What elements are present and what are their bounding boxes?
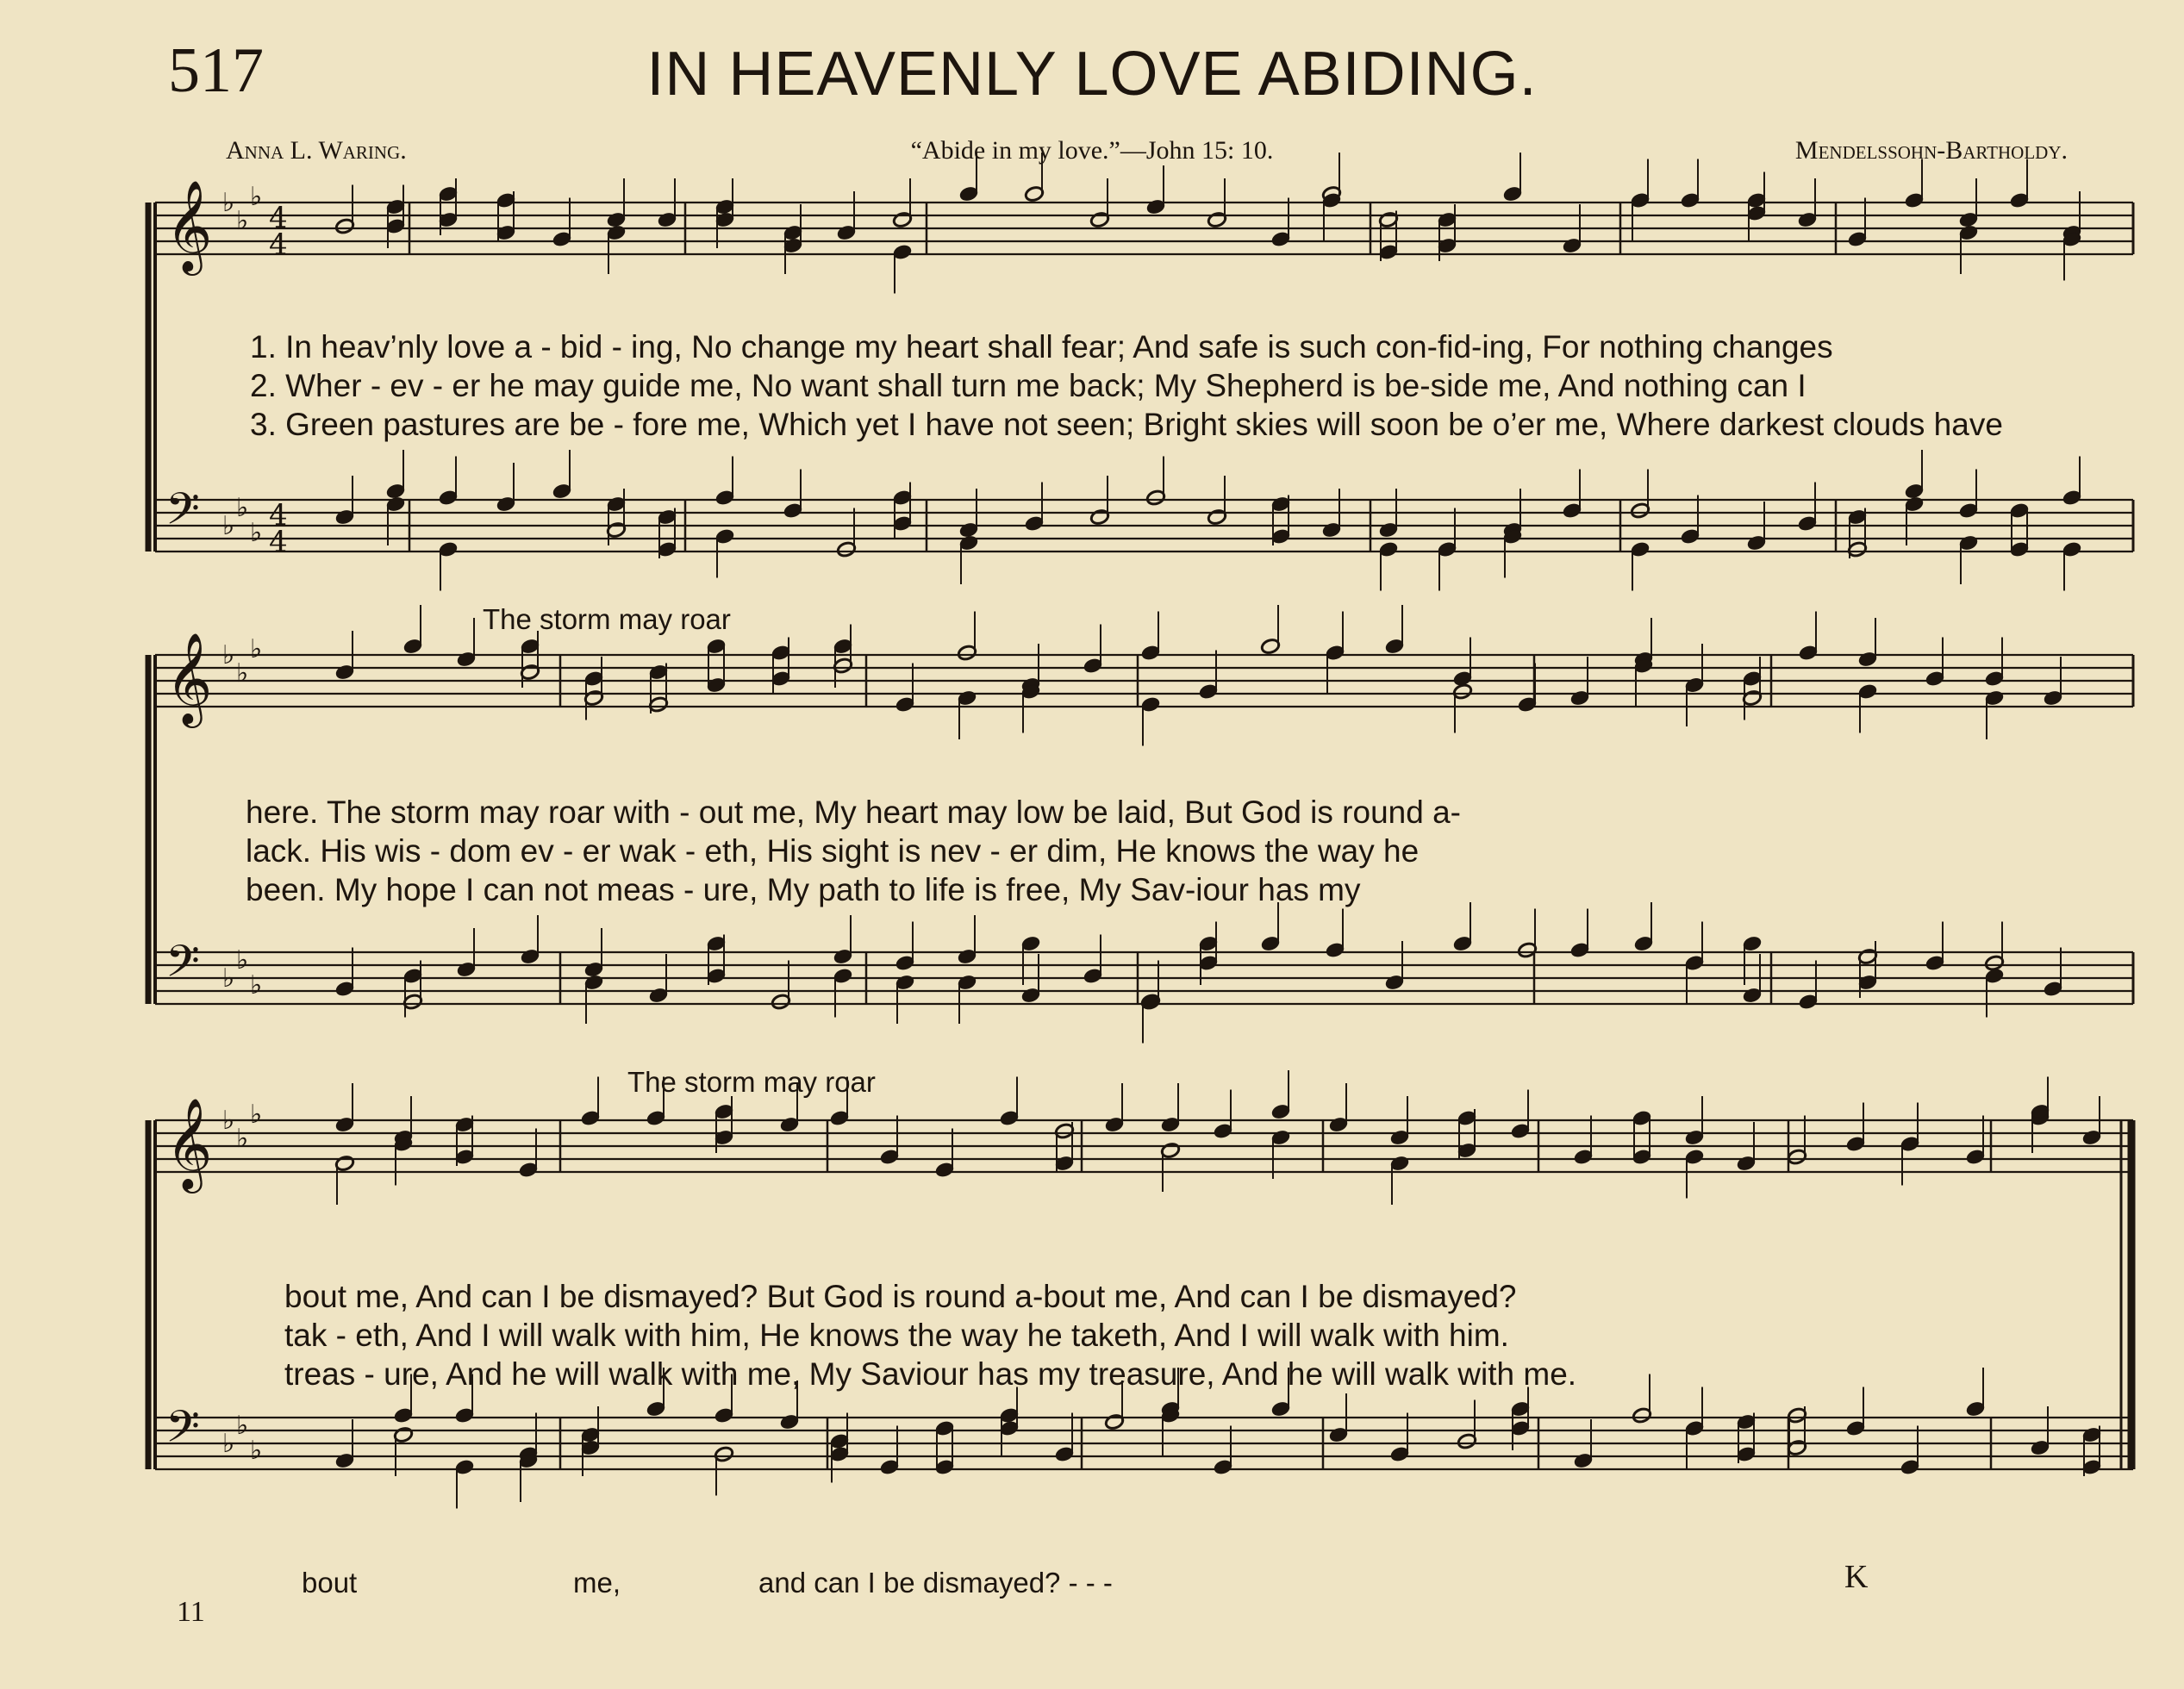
flat-sign: ♭ — [250, 634, 263, 664]
flat-sign: ♭ — [250, 182, 263, 212]
treble-clef: 𝄞 — [165, 632, 213, 724]
time-signature: 4 — [269, 525, 288, 559]
flat-sign: ♭ — [222, 1429, 235, 1459]
time-signature: 4 — [269, 201, 288, 235]
bass-cue-2: The storm may roar — [627, 1066, 876, 1098]
flat-sign: ♭ — [250, 1436, 263, 1466]
verse-2-line-2: lack. His wis - dom ev - er wak - eth, His sight is nev - er dim, He knows the way he — [246, 833, 1420, 869]
flat-sign: ♭ — [222, 963, 235, 994]
author-credit: Anna L. Waring. — [226, 136, 407, 165]
verse-3-line-1: 3. Green pastures are be - fore me, Which yet I have not seen; Bright skies will soon be o’er me, Where darkest clouds have — [250, 407, 2003, 442]
hymn-title: IN HEAVENLY LOVE ABIDING. — [646, 40, 1538, 109]
time-signature: 4 — [269, 227, 288, 262]
flat-sign: ♭ — [236, 1411, 249, 1441]
verse-3-line-2: been. My hope I can not meas - ure, My path to life is free, My Sav-iour has my — [246, 872, 1361, 907]
verse-1-line-3: bout me, And can I be dismayed? But God is round a-bout me, And can I be dismayed? — [284, 1279, 1517, 1314]
bass-clef: 𝄢 — [165, 483, 200, 545]
flat-sign: ♭ — [236, 206, 249, 236]
flat-sign: ♭ — [222, 511, 235, 541]
bass-clef: 𝄢 — [165, 1400, 200, 1463]
flat-sign: ♭ — [236, 945, 249, 975]
scripture-epigraph: “Abide in my love.”—John 15: 10. — [910, 136, 1274, 165]
verse-3-line-3: treas - ure, And he will walk with me, My Saviour has my treasure, And he will walk with me. — [284, 1356, 1577, 1392]
bass-word-1: bout — [302, 1567, 358, 1599]
flat-sign: ♭ — [222, 1106, 235, 1136]
flat-sign: ♭ — [236, 493, 249, 523]
page-number: 11 — [177, 1596, 205, 1628]
bass-word-3: and can I be dismayed? - - - — [758, 1567, 1113, 1599]
flat-sign: ♭ — [222, 640, 235, 670]
treble-clef: 𝄞 — [165, 1097, 213, 1189]
verse-2-line-3: tak - eth, And I will walk with him, He knows the way he taketh, And I will walk with him. — [284, 1318, 1509, 1353]
bass-word-2: me, — [573, 1567, 621, 1599]
verse-1-line-2: here. The storm may roar with - out me, My heart may low be laid, But God is round a- — [246, 795, 1461, 830]
treble-clef: 𝄞 — [165, 179, 213, 271]
flat-sign: ♭ — [250, 970, 263, 1000]
flat-sign: ♭ — [250, 1100, 263, 1130]
flat-sign: ♭ — [236, 658, 249, 689]
verse-2-line-1: 2. Wher - ev - er he may guide me, No want shall turn me back; My Shepherd is be-side me, And nothing can I — [250, 368, 1806, 403]
bass-clef: 𝄢 — [165, 935, 200, 998]
verse-1-line-1: 1. In heav’nly love a - bid - ing, No change my heart shall fear; And safe is such con-fid-ing, For nothing changes — [250, 329, 1833, 365]
signature-mark: K — [1844, 1559, 1869, 1595]
composer-credit: Mendelssohn-Bartholdy. — [1794, 136, 2068, 165]
flat-sign: ♭ — [222, 188, 235, 218]
flat-sign: ♭ — [250, 518, 263, 548]
flat-sign: ♭ — [236, 1124, 249, 1154]
hymn-number: 517 — [168, 35, 264, 106]
bass-cue-1: The storm may roar — [483, 603, 731, 635]
time-signature: 4 — [269, 498, 288, 533]
